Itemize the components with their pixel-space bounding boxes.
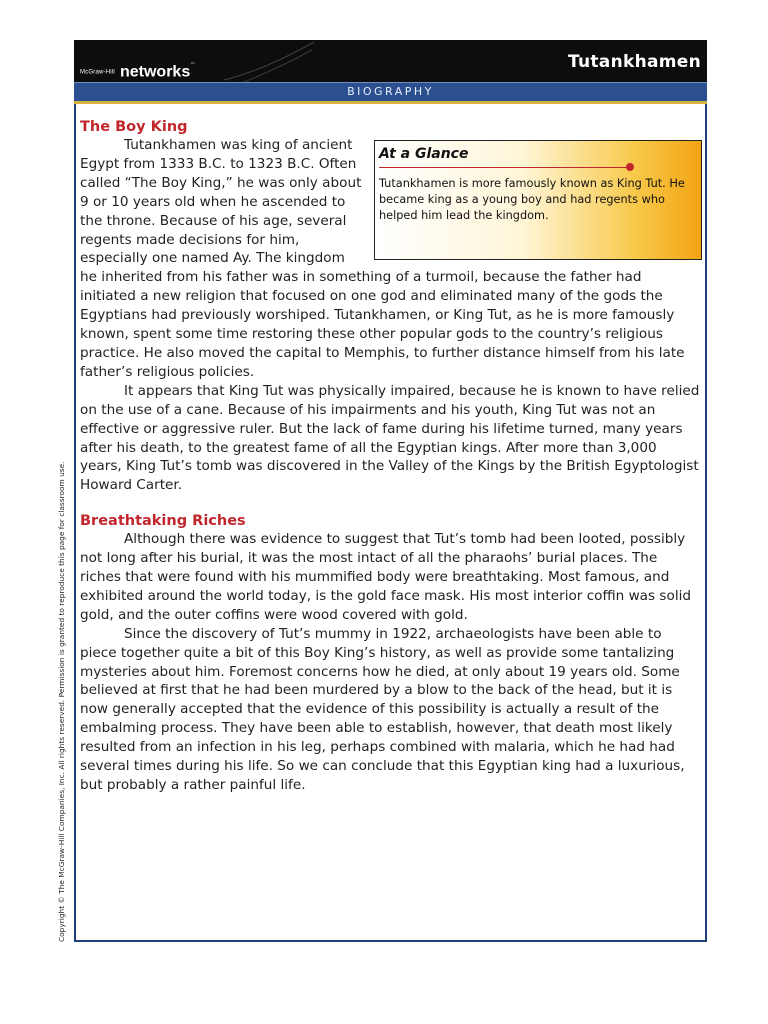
section-label: BIOGRAPHY	[347, 85, 434, 98]
header-bar	[74, 40, 707, 82]
glance-rule	[379, 167, 629, 168]
copyright-notice: Copyright © The McGraw-Hill Companies, Inc. All rights reserved. Permission is granted to reproduce this page for classroom use.	[57, 461, 66, 942]
paragraph: Since the discovery of Tut’s mummy in 1922, archaeologists have been able to piece together quite a bit of this Boy King’s history, as well as provide some tantalizing mysteries about him. Foremost concerns how he died, at only about 19 years old. Some believed at first that he had been murdered by a blow to the back of the head, but it is now generally accepted that the evidence of this possibility is actually a result of the embalming process. They have been able to establish, however, that death most likely resulted from an infection in his leg, perhaps combined with malaria, which he had had several times during his life. So we can conclude that this Egyptian king had a luxurious, but probably a rather painful life.	[80, 625, 685, 793]
paragraph: Although there was evidence to suggest that Tut’s tomb had been looted, possibly not long after his burial, it was the most intact of all the pharaohs’ burial places. The riches that were found with his mummified body were breathtaking. Most famous, and exhibited around the world today, is the gold face mask. His most interior coffin was solid gold, and the outer coffins were wood covered with gold.	[80, 531, 692, 623]
header-decoration	[224, 40, 314, 82]
publisher-name: McGraw-Hill	[80, 69, 115, 76]
paragraph: Tutankhamen was king of ancient Egypt from 1333 B.C. to 1323 B.C. Often called “The Boy King,” he was only about 9 or 10 years old when he ascended to the throne. Because of his age, several regents made decisions for him, especially one named Ay. The kingdom he inherited from his father was in something of a turmoil, because the father had initiated a new religion that focused on one god and eliminated many of the gods the Egyptians had previously worshiped. Tutankhamen, or King Tut, as he is more famously known, spent some time restoring these other popular gods to the country’s religious practice. He also moved the capital to Memphis, to further distance himself from his late father’s religious policies.	[80, 137, 685, 380]
page-title: Tutankhamen	[567, 52, 701, 72]
section-heading-riches: Breathtaking Riches	[80, 513, 246, 530]
at-a-glance-box	[374, 140, 702, 260]
glance-text: Tutankhamen is more famously known as King Tut. He became king as a young boy and had regents who helped him lead the kingdom.	[379, 177, 685, 222]
section-heading-boy-king: The Boy King	[80, 119, 188, 135]
article-body	[80, 118, 700, 795]
networks-logo: McGraw-Hill networks™	[80, 62, 196, 81]
glance-dot-icon	[626, 163, 634, 171]
paragraph: It appears that King Tut was physically impaired, because he is known to have relied on the use of a cane. Because of his impairments and his youth, King Tut was not an effective or aggressive ruler. But the lack of fame during his lifetime turned, many years after his death, to the greatest fame of all the Egyptian kings. After more than 3,000 years, King Tut’s tomb was discovered in the Valley of the Kings by the British Egyptologist Howard Carter.	[80, 382, 700, 494]
section-banner	[74, 82, 707, 104]
brand-wordmark: networks	[119, 63, 191, 81]
glance-heading: At a Glance	[379, 146, 469, 162]
